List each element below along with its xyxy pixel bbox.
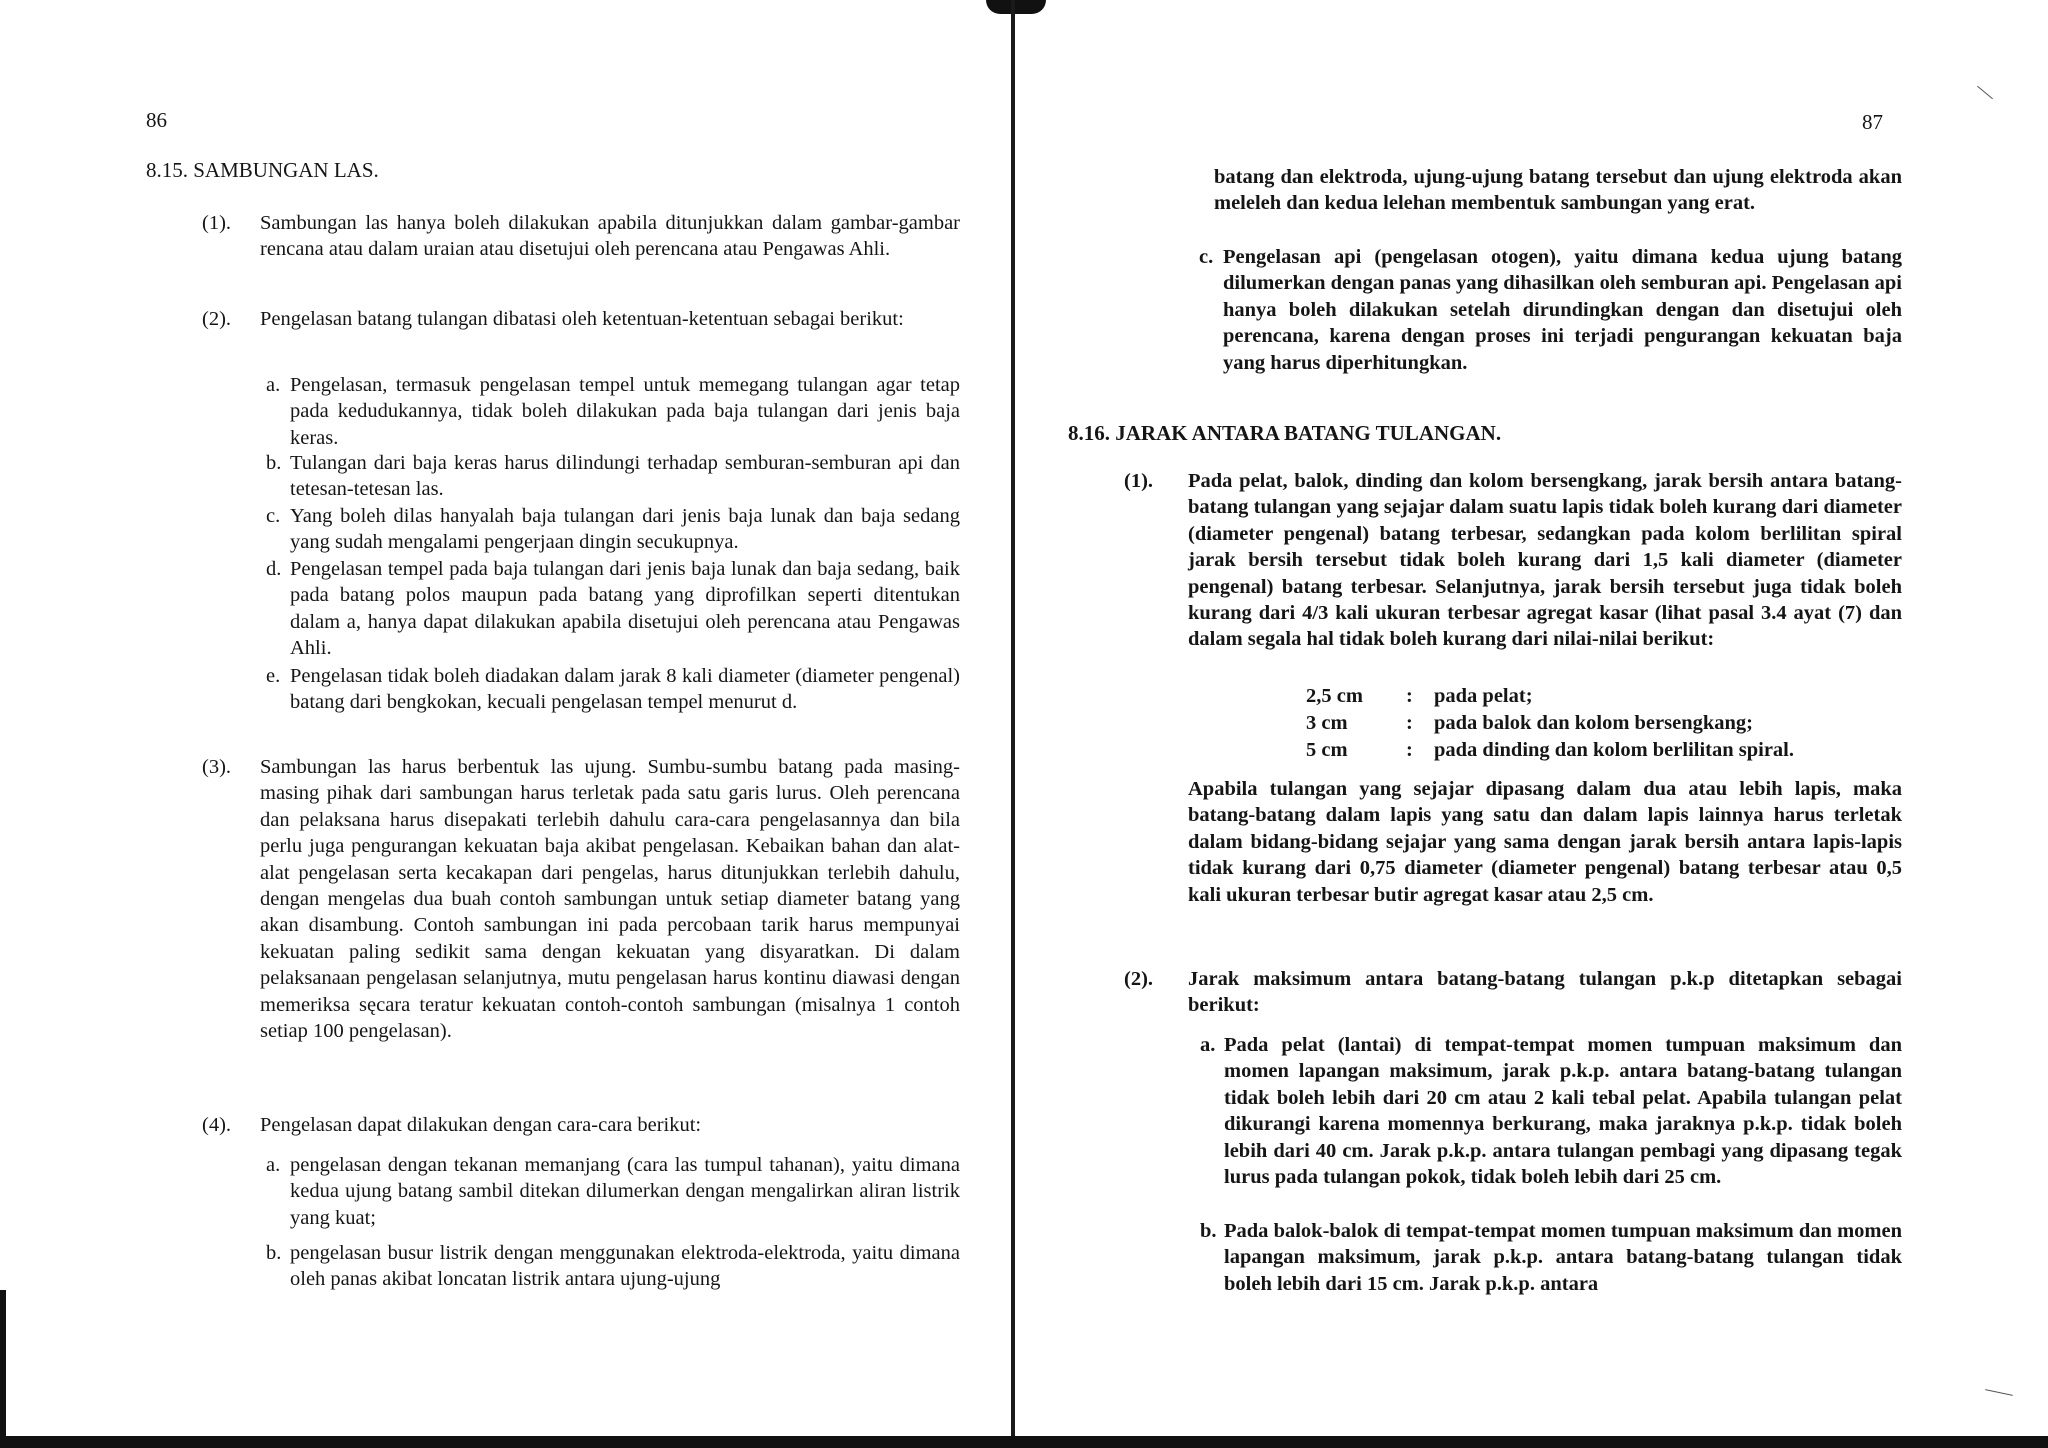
- list-item-2b: [266, 450, 960, 503]
- para-label-r1: (1).: [1124, 470, 1154, 492]
- section-title-8-15: 8.15. SAMBUNGAN LAS.: [146, 158, 379, 182]
- measure-desc: pada pelat;: [1434, 685, 1533, 707]
- measure-value: 3 cm: [1306, 712, 1348, 734]
- measure-row-3: [1306, 737, 1794, 763]
- list-text: Pengelasan tempel pada baja tulangan dari jenis baja lunak dan baja sedang, baik pada batang polos maupun pada batang yang diprofilkan seperti ditentukan dalam a, hanya dapat dilakukan apabila disetujui oleh perencana atau Pengawas Ahli.: [290, 558, 960, 660]
- list-text: pengelasan busur listrik dengan menggunakan elektroda-elektroda, yaitu dimana oleh panas akibat loncatan listrik antara ujung-ujung: [290, 1242, 960, 1291]
- list-mark: a.: [266, 1154, 281, 1176]
- para-r2: Jarak maksimum antara batang-batang tulangan p.k.p ditetapkan sebagai berikut:: [1188, 968, 1902, 1017]
- list-mark: a.: [266, 374, 281, 396]
- para-2: Pengelasan batang tulangan dibatasi oleh ketentuan-ketentuan sebagai berikut:: [260, 308, 904, 330]
- page-number-right: 87: [1862, 110, 1883, 134]
- measure-desc: pada balok dan kolom bersengkang;: [1434, 712, 1753, 734]
- list-mark: a.: [1200, 1034, 1216, 1056]
- para-1: Sambungan las hanya boleh dilakukan apabila ditunjukkan dalam gambar-gambar rencana atau dalam uraian atau disetujui oleh perencana atau Pengawas Ahli.: [260, 212, 960, 261]
- para-r1: Pada pelat, balok, dinding dan kolom bersengkang, jarak bersih antara batang-batang tulangan yang sejajar dalam suatu lapis tidak boleh kurang dari diameter (diameter pengenal) batang terbesar, sedangkan pada kolom berlilitan spiral jarak bersih tersebut tidak boleh kurang dari 1,5 kali diameter (diameter pengenal) batang terbesar. Selanjutnya, jarak bersih tersebut juga tidak boleh kurang dari 4/3 kali ukuran terbesar agregat kasar (lihat pasal 3.4 ayat (7) dan dalam segala hal tidak boleh kurang dari nilai-nilai berikut:: [1188, 470, 1902, 651]
- measure-row-2: [1306, 710, 1753, 736]
- measure-row-1: [1306, 683, 1533, 709]
- measure-desc: pada dinding dan kolom berlilitan spiral.: [1434, 739, 1795, 761]
- list-text: Yang boleh dilas hanyalah baja tulangan dari jenis baja lunak dan baja sedang yang sudah mengalami pengerjaan dingin secukupnya.: [290, 505, 960, 554]
- page-number-left: 86: [146, 108, 167, 132]
- binding-shadow-top: [986, 0, 1046, 14]
- right-page: [1016, 0, 2048, 1436]
- list-mark: b.: [266, 1242, 282, 1264]
- measure-sep: :: [1406, 685, 1413, 707]
- binding-gutter: [1011, 0, 1015, 1440]
- list-mark: b.: [266, 452, 282, 474]
- list-text: Pada balok-balok di tempat-tempat momen tumpuan maksimum dan momen lapangan maksimum, jarak p.k.p. antara batang-batang tulangan tidak boleh lebih dari 15 cm. Jarak p.k.p. antara: [1224, 1220, 1902, 1295]
- para-label-4: (4).: [202, 1114, 232, 1136]
- section-title-8-16: 8.16. JARAK ANTARA BATANG TULANGAN.: [1068, 421, 1502, 445]
- list-item-4a: [266, 1152, 960, 1231]
- list-item-2e: [266, 663, 960, 716]
- list-item-2c: [266, 503, 960, 556]
- measure-sep: :: [1406, 739, 1413, 761]
- continuation-text: batang dan elektroda, ujung-ujung batang tersebut dan ujung elektroda akan meleleh dan kedua lelehan membentuk sambungan yang erat.: [1214, 166, 1902, 215]
- scan-edge-bottom: [0, 1436, 2048, 1448]
- list-item-r2b: [1200, 1218, 1902, 1297]
- para-label-1: (1).: [202, 212, 232, 234]
- list-text: Pada pelat (lantai) di tempat-tempat momen tumpuan maksimum dan momen lapangan maksimum, jarak p.k.p. antara batang-batang tulangan tidak boleh lebih dari 20 cm atau 2 kali tebal pelat. Apabila tulangan pelat dikurangi karena momennya berkurang, maka jaraknya p.k.p. tidak boleh lebih dari 40 cm. Jarak p.k.p. antara tulangan pembagi yang dipasang tegak lurus pada tulangan pokok, tidak boleh lebih dari 25 cm.: [1224, 1034, 1902, 1189]
- para-3: Sambungan las harus berbentuk las ujung. Sumbu-sumbu batang pada masing-masing pihak dari sambungan harus terletak pada satu garis lurus. Oleh perencana dan pelaksana harus disepakati terlebih dahulu cara-cara pengelasannya dan bila perlu juga pengurangan kekuatan baja akibat pengelasan. Kebaikan bahan dan alat-alat pengelasan serta kecakapan dari pengelas, harus ditunjukkan terlebih dahulu, dengan mengelas dua buah contoh sambungan untuk setiap diameter batang yang akan disambung. Contoh sambungan ini pada percobaan tarik harus mempunyai kekuatan paling sedikit sama dengan kekuatan yang disyaratkan. Di dalam pelaksanaan pengelasan selanjutnya, mutu pengelasan harus kontinu diawasi dengan memeriksa sęcara teratur kekuatan contoh-contoh sambungan (misalnya 1 contoh setiap 100 pengelasan).: [260, 756, 960, 1043]
- list-item-2d: [266, 556, 960, 662]
- list-mark: d.: [266, 558, 282, 580]
- list-item-2a: [266, 372, 960, 451]
- list-item-4c: [1199, 244, 1902, 376]
- list-text: pengelasan dengan tekanan memanjang (cara las tumpul tahanan), yaitu dimana kedua ujung batang sambil ditekan dilumerkan dengan mengalirkan aliran listrik yang kuat;: [290, 1154, 960, 1229]
- left-page: [0, 0, 1010, 1436]
- list-text: Pengelasan, termasuk pengelasan tempel untuk memegang tulangan agar tetap pada kedudukannya, tidak boleh dilakukan pada baja tulangan dari jenis baja keras.: [290, 374, 960, 449]
- list-text: Tulangan dari baja keras harus dilindungi terhadap semburan-semburan api dan tetesan-tetesan las.: [290, 452, 960, 501]
- list-mark: c.: [1199, 246, 1214, 268]
- list-mark: c.: [266, 505, 281, 527]
- para-label-r2: (2).: [1124, 968, 1154, 990]
- para-label-3: (3).: [202, 756, 232, 778]
- para-4: Pengelasan dapat dilakukan dengan cara-cara berikut:: [260, 1114, 702, 1136]
- list-item-4b: [266, 1240, 960, 1293]
- measure-value: 5 cm: [1306, 739, 1348, 761]
- scan-edge-left: [0, 1290, 6, 1440]
- para-r1-continuation: Apabila tulangan yang sejajar dipasang dalam dua atau lebih lapis, maka batang-batang dalam lapis yang satu dan dalam lapis lainnya harus terletak dalam bidang-bidang sejajar yang sama dengan jarak bersih antara lapis-lapis tidak kurang dari 0,75 diameter (diameter pengenal) batang terbesar atau 0,5 kali ukuran terbesar butir agregat kasar atau 2,5 cm.: [1188, 778, 1902, 906]
- list-text: Pengelasan tidak boleh diadakan dalam jarak 8 kali diameter (diameter pengenal) batang dari bengkokan, kecuali pengelasan tempel menurut d.: [290, 665, 960, 714]
- list-mark: e.: [266, 665, 281, 687]
- list-mark: b.: [1200, 1220, 1217, 1242]
- measure-sep: :: [1406, 712, 1413, 734]
- para-label-2: (2).: [202, 308, 232, 330]
- measure-value: 2,5 cm: [1306, 685, 1363, 707]
- list-text: Pengelasan api (pengelasan otogen), yaitu dimana kedua ujung batang dilumerkan dengan panas yang dihasilkan oleh semburan api. Pengelasan api hanya boleh dilakukan setelah dirundingkan dengan dan disetujui oleh perencana, karena dengan proses ini terjadi pengurangan kekuatan baja yang harus diperhitungkan.: [1223, 246, 1902, 374]
- list-item-r2a: [1200, 1032, 1902, 1190]
